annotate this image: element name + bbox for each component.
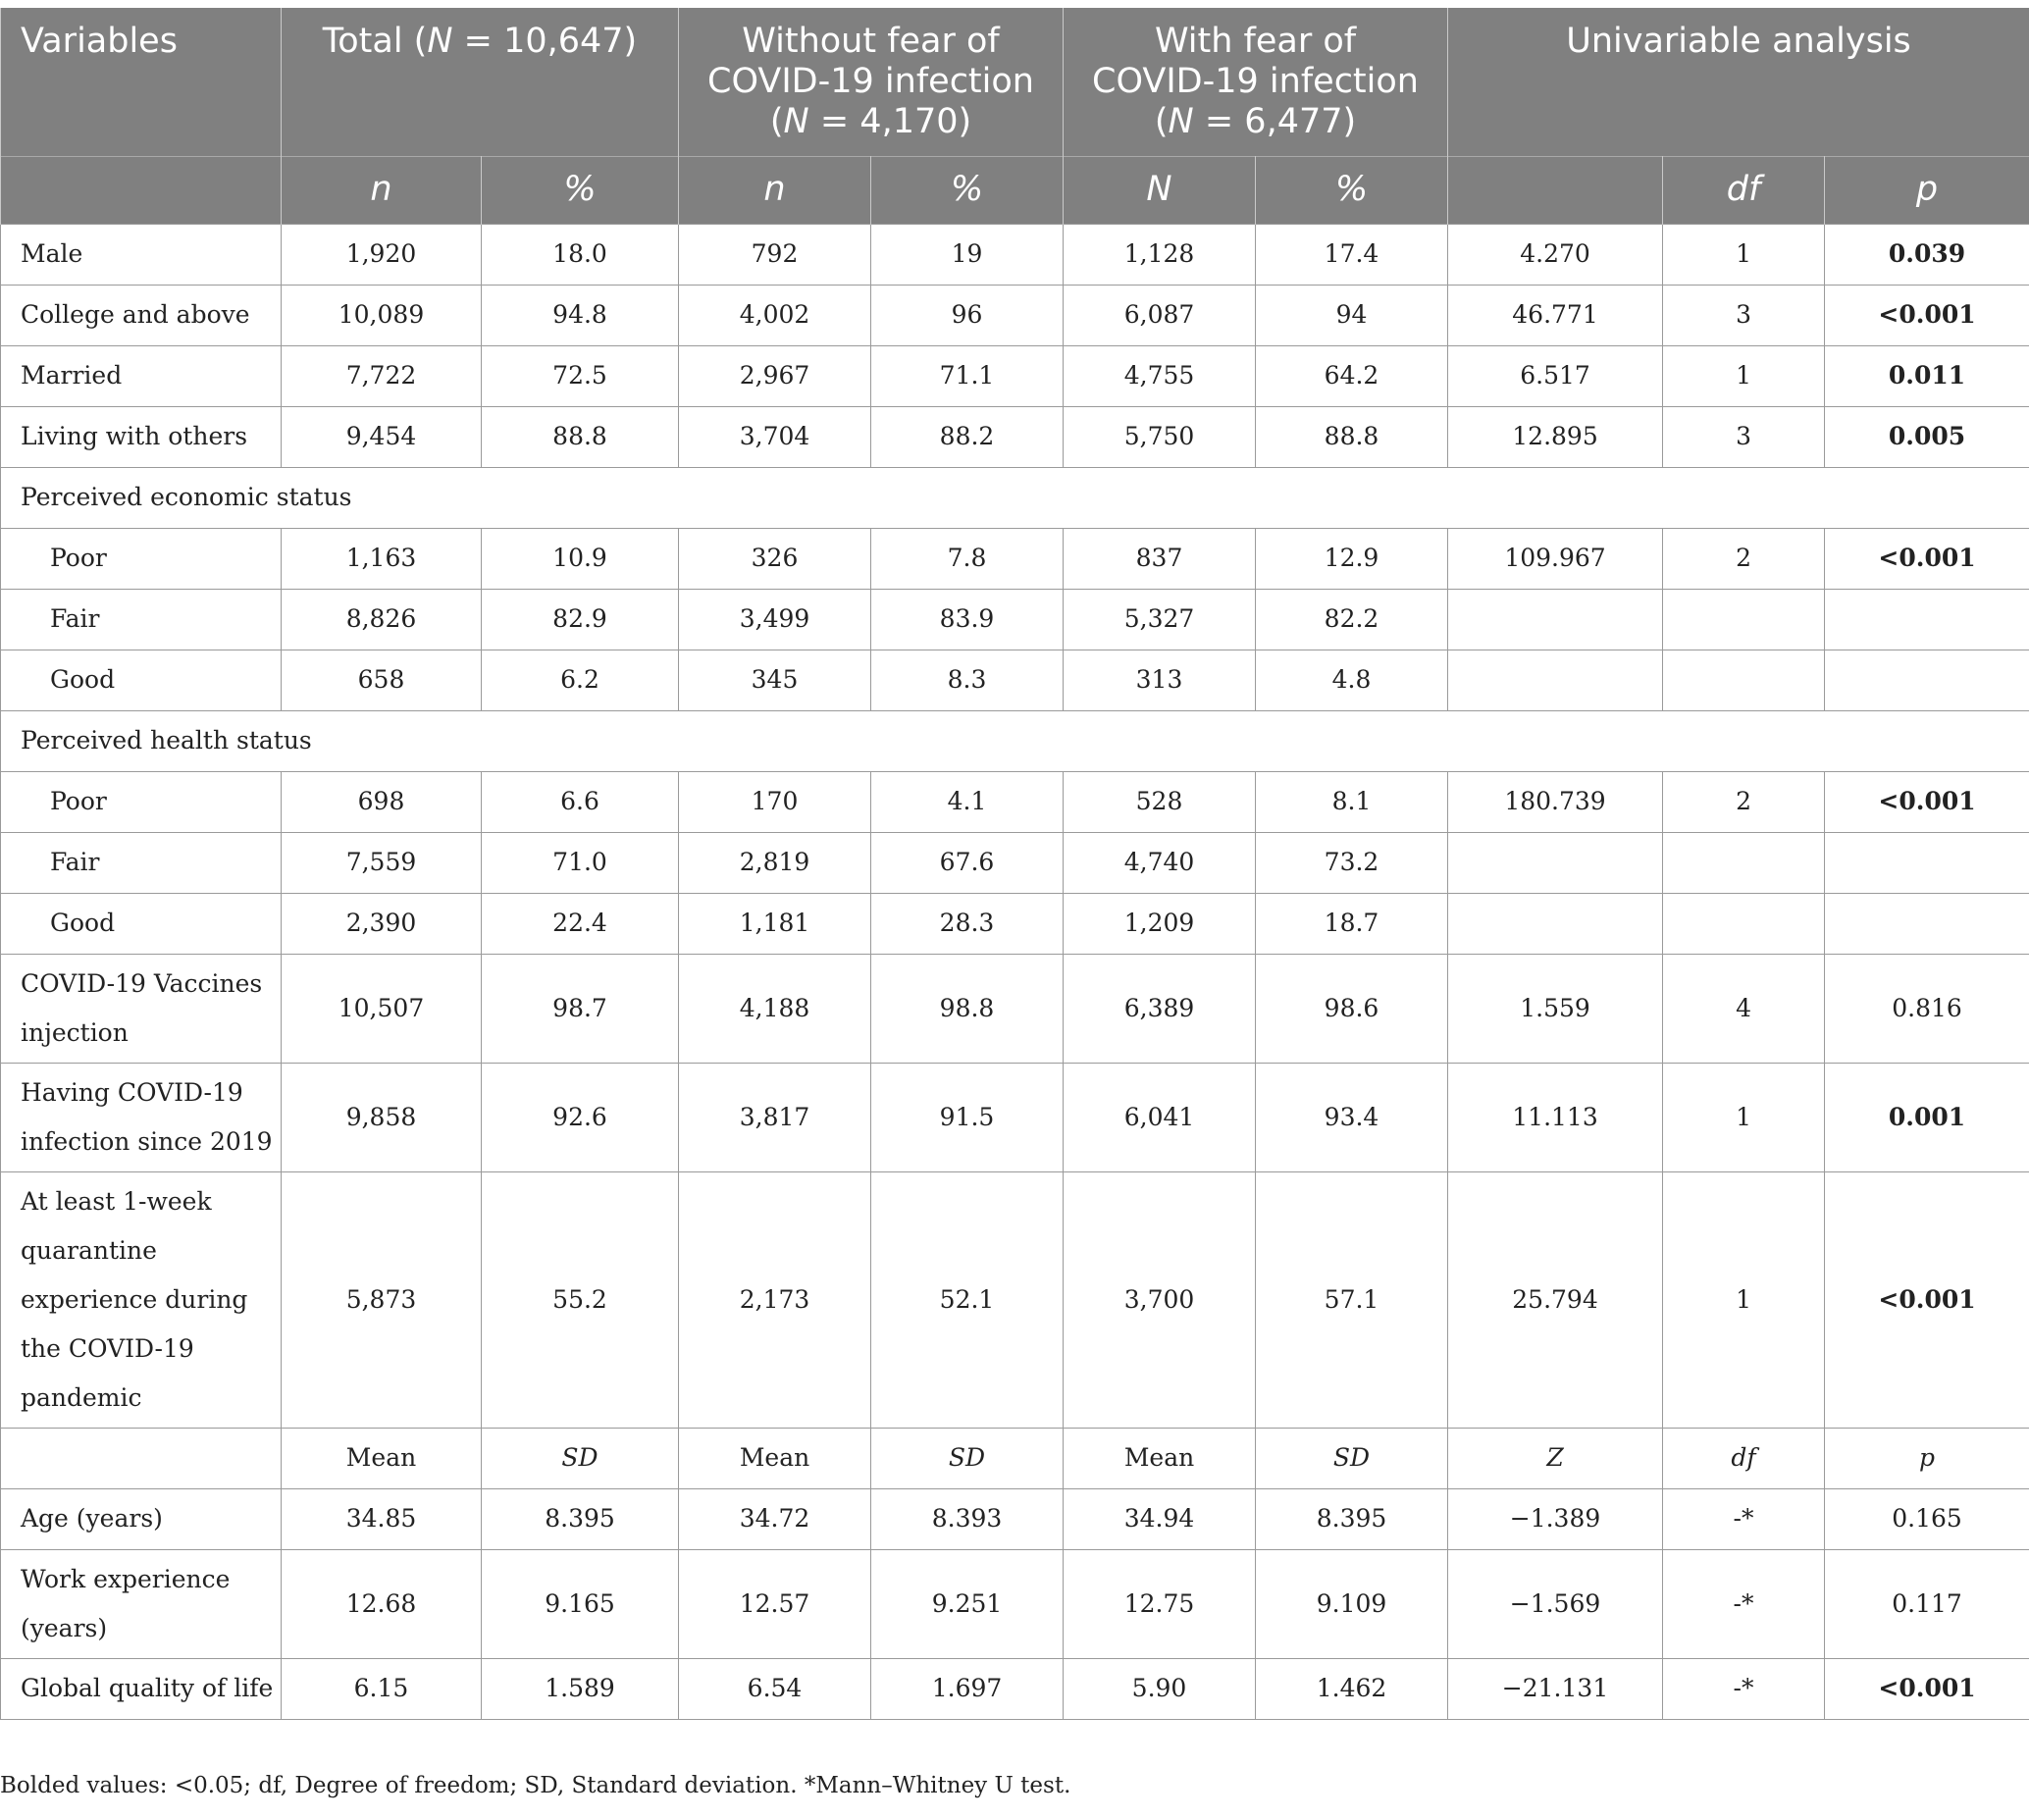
cell: −1.569 [1448, 1549, 1663, 1658]
cell: 3 [1663, 285, 1825, 345]
table-row [1, 285, 2029, 345]
row-label: Global quality of life [1, 1658, 282, 1719]
cell-p-value: 0.005 [1825, 406, 2029, 467]
cell: 2,967 [679, 345, 871, 406]
section-row [1, 710, 2029, 771]
cell: 92.6 [482, 1063, 679, 1171]
table-row [1, 1658, 2029, 1719]
cell-empty [1663, 832, 1825, 893]
header-sub-without-n: n [679, 156, 871, 224]
cell: 4 [1663, 954, 1825, 1063]
cell: SD [1256, 1428, 1448, 1488]
header-sub-df: df [1663, 156, 1825, 224]
cell: 91.5 [871, 1063, 1064, 1171]
cell-p-value: 0.816 [1825, 954, 2029, 1063]
cell: 55.2 [482, 1171, 679, 1428]
cell: 7,559 [282, 832, 482, 893]
cell: 109.967 [1448, 528, 1663, 589]
cell: p [1825, 1428, 2029, 1488]
cell-p-value: <0.001 [1825, 1658, 2029, 1719]
cell: Mean [679, 1428, 871, 1488]
cell: SD [871, 1428, 1064, 1488]
cell: 88.8 [1256, 406, 1448, 467]
cell: SD [482, 1428, 679, 1488]
cell: 10,089 [282, 285, 482, 345]
cell-empty [1663, 893, 1825, 954]
cell: 1,128 [1064, 224, 1256, 285]
cell: 28.3 [871, 893, 1064, 954]
cell: 12.57 [679, 1549, 871, 1658]
table-row [1, 1488, 2029, 1549]
cell: 8.1 [1256, 771, 1448, 832]
header-without-fear: Without fear of COVID-19 infection (N = 4,170) [679, 8, 1064, 156]
cell-p-value: 0.011 [1825, 345, 2029, 406]
cell: 9.165 [482, 1549, 679, 1658]
cell: 18.7 [1256, 893, 1448, 954]
cell: 6.54 [679, 1658, 871, 1719]
cell: 83.9 [871, 589, 1064, 650]
cell: 10.9 [482, 528, 679, 589]
cell: 98.7 [482, 954, 679, 1063]
row-label: Living with others [1, 406, 282, 467]
header-sub-with-pct: % [1256, 156, 1448, 224]
cell: 4,188 [679, 954, 871, 1063]
cell: 71.0 [482, 832, 679, 893]
table-row [1, 832, 2029, 893]
cell: 4.8 [1256, 650, 1448, 710]
cell-empty [1663, 589, 1825, 650]
header-univariable: Univariable analysis [1448, 8, 2029, 156]
cell: 22.4 [482, 893, 679, 954]
row-label: Age (years) [1, 1488, 282, 1549]
cell: 1,920 [282, 224, 482, 285]
cell: 3 [1663, 406, 1825, 467]
table-row [1, 1171, 2029, 1428]
cell: df [1663, 1428, 1825, 1488]
cell: 3,704 [679, 406, 871, 467]
row-label: Married [1, 345, 282, 406]
cell: 12.9 [1256, 528, 1448, 589]
cell: 4.1 [871, 771, 1064, 832]
cell: 8.395 [482, 1488, 679, 1549]
stats-header-row [1, 1428, 2029, 1488]
table-row [1, 224, 2029, 285]
cell: 82.9 [482, 589, 679, 650]
cell: 1,181 [679, 893, 871, 954]
cell: 3,700 [1064, 1171, 1256, 1428]
header-sub-total-n: n [282, 156, 482, 224]
cell: 9,454 [282, 406, 482, 467]
header-sub-with-n: N [1064, 156, 1256, 224]
row-label: Fair [1, 589, 282, 650]
cell-empty [1448, 832, 1663, 893]
row-label: Good [1, 893, 282, 954]
table-row [1, 406, 2029, 467]
cell: 6,087 [1064, 285, 1256, 345]
row-label: Poor [1, 528, 282, 589]
cell: 8.3 [871, 650, 1064, 710]
cell: 34.72 [679, 1488, 871, 1549]
table-row [1, 1549, 2029, 1658]
row-label: Good [1, 650, 282, 710]
cell: 5,750 [1064, 406, 1256, 467]
cell: 170 [679, 771, 871, 832]
cell: 1.559 [1448, 954, 1663, 1063]
cell: 12.75 [1064, 1549, 1256, 1658]
cell: 5,327 [1064, 589, 1256, 650]
cell-empty [1825, 650, 2029, 710]
cell: 792 [679, 224, 871, 285]
cell: 18.0 [482, 224, 679, 285]
cell: 52.1 [871, 1171, 1064, 1428]
cell: 6.6 [482, 771, 679, 832]
cell: 313 [1064, 650, 1256, 710]
cell: 1.462 [1256, 1658, 1448, 1719]
cell-p-value: 0.165 [1825, 1488, 2029, 1549]
cell: 12.68 [282, 1549, 482, 1658]
cell-empty [1, 1428, 282, 1488]
cell: 1.589 [482, 1658, 679, 1719]
table-row [1, 954, 2029, 1063]
table-row [1, 650, 2029, 710]
cell: 5.90 [1064, 1658, 1256, 1719]
table-row [1, 528, 2029, 589]
cell-p-value: <0.001 [1825, 771, 2029, 832]
cell: 8,826 [282, 589, 482, 650]
cell: 2 [1663, 771, 1825, 832]
cell: 1 [1663, 224, 1825, 285]
cell: −1.389 [1448, 1488, 1663, 1549]
cell: 9.109 [1256, 1549, 1448, 1658]
table-footnote: Bolded values: <0.05; df, Degree of freedom; SD, Standard deviation. *Mann–Whitney U test. [0, 1773, 1071, 1798]
row-label: Having COVID-19 infection since 2019 [1, 1063, 282, 1171]
cell: -* [1663, 1549, 1825, 1658]
header-variables: Variables [1, 8, 282, 156]
cell: Z [1448, 1428, 1663, 1488]
cell: 8.393 [871, 1488, 1064, 1549]
cell: 98.6 [1256, 954, 1448, 1063]
cell-empty [1448, 893, 1663, 954]
row-label: College and above [1, 285, 282, 345]
cell: 12.895 [1448, 406, 1663, 467]
cell-empty [1448, 589, 1663, 650]
cell: 326 [679, 528, 871, 589]
cell: 17.4 [1256, 224, 1448, 285]
cell: 8.395 [1256, 1488, 1448, 1549]
cell: 64.2 [1256, 345, 1448, 406]
cell: 4,002 [679, 285, 871, 345]
section-row [1, 467, 2029, 528]
cell: 82.2 [1256, 589, 1448, 650]
cell: 2,173 [679, 1171, 871, 1428]
cell-p-value: <0.001 [1825, 528, 2029, 589]
cell: 98.8 [871, 954, 1064, 1063]
cell-empty [1663, 650, 1825, 710]
cell: 88.2 [871, 406, 1064, 467]
row-label: COVID-19 Vaccines injection [1, 954, 282, 1063]
cell: 698 [282, 771, 482, 832]
cell: 7,722 [282, 345, 482, 406]
cell: 4.270 [1448, 224, 1663, 285]
cell: 46.771 [1448, 285, 1663, 345]
table-row [1, 345, 2029, 406]
table-row [1, 1063, 2029, 1171]
cell: 19 [871, 224, 1064, 285]
cell: 57.1 [1256, 1171, 1448, 1428]
cell: 10,507 [282, 954, 482, 1063]
header-with-fear: With fear of COVID-19 infection (N = 6,477) [1064, 8, 1448, 156]
header-sub-p: p [1825, 156, 2029, 224]
cell: 93.4 [1256, 1063, 1448, 1171]
cell: 34.85 [282, 1488, 482, 1549]
cell: 72.5 [482, 345, 679, 406]
header-row-sub [1, 156, 2029, 224]
header-sub-total-pct: % [482, 156, 679, 224]
cell: 11.113 [1448, 1063, 1663, 1171]
row-label: At least 1-week quarantine experience during the COVID-19 pandemic [1, 1171, 282, 1428]
cell: 3,499 [679, 589, 871, 650]
cell: 658 [282, 650, 482, 710]
cell-empty [1825, 832, 2029, 893]
cell: 1.697 [871, 1658, 1064, 1719]
cell: 528 [1064, 771, 1256, 832]
cell: 2,390 [282, 893, 482, 954]
row-label: Poor [1, 771, 282, 832]
cell: 837 [1064, 528, 1256, 589]
section-label: Perceived economic status [1, 467, 2029, 528]
cell: 1 [1663, 345, 1825, 406]
cell: 7.8 [871, 528, 1064, 589]
cell: 345 [679, 650, 871, 710]
cell: 3,817 [679, 1063, 871, 1171]
cell-p-value: 0.117 [1825, 1549, 2029, 1658]
cell: 1 [1663, 1171, 1825, 1428]
cell-p-value: <0.001 [1825, 1171, 2029, 1428]
cell: 6.15 [282, 1658, 482, 1719]
cell: 94.8 [482, 285, 679, 345]
row-label: Male [1, 224, 282, 285]
cell: 94 [1256, 285, 1448, 345]
cell-empty [1825, 589, 2029, 650]
header-sub-empty [1, 156, 282, 224]
cell-p-value: 0.001 [1825, 1063, 2029, 1171]
table-row [1, 589, 2029, 650]
cell: 71.1 [871, 345, 1064, 406]
cell: Mean [282, 1428, 482, 1488]
cell: 1,163 [282, 528, 482, 589]
cell: -* [1663, 1658, 1825, 1719]
cell: 6,041 [1064, 1063, 1256, 1171]
header-total: Total (N = 10,647) [282, 8, 679, 156]
cell-empty [1825, 893, 2029, 954]
cell: Mean [1064, 1428, 1256, 1488]
cell: 9.251 [871, 1549, 1064, 1658]
cell: 2 [1663, 528, 1825, 589]
cell: 5,873 [282, 1171, 482, 1428]
cell: 1 [1663, 1063, 1825, 1171]
cell: 9,858 [282, 1063, 482, 1171]
cell-p-value: <0.001 [1825, 285, 2029, 345]
table-row [1, 893, 2029, 954]
cell: 25.794 [1448, 1171, 1663, 1428]
row-label: Fair [1, 832, 282, 893]
cell: 34.94 [1064, 1488, 1256, 1549]
header-sub-without-pct: % [871, 156, 1064, 224]
cell: 4,740 [1064, 832, 1256, 893]
header-sub-stat [1448, 156, 1663, 224]
cell: 73.2 [1256, 832, 1448, 893]
cell: -* [1663, 1488, 1825, 1549]
cell: 6.517 [1448, 345, 1663, 406]
cell: 6.2 [482, 650, 679, 710]
header-row-main [1, 8, 2029, 156]
cell: 4,755 [1064, 345, 1256, 406]
data-table [0, 8, 2029, 1720]
cell: 1,209 [1064, 893, 1256, 954]
cell-empty [1448, 650, 1663, 710]
cell: 67.6 [871, 832, 1064, 893]
cell: 6,389 [1064, 954, 1256, 1063]
cell-p-value: 0.039 [1825, 224, 2029, 285]
row-label: Work experience (years) [1, 1549, 282, 1658]
section-label: Perceived health status [1, 710, 2029, 771]
cell: 180.739 [1448, 771, 1663, 832]
table-row [1, 771, 2029, 832]
cell: 2,819 [679, 832, 871, 893]
cell: 88.8 [482, 406, 679, 467]
cell: −21.131 [1448, 1658, 1663, 1719]
cell: 96 [871, 285, 1064, 345]
